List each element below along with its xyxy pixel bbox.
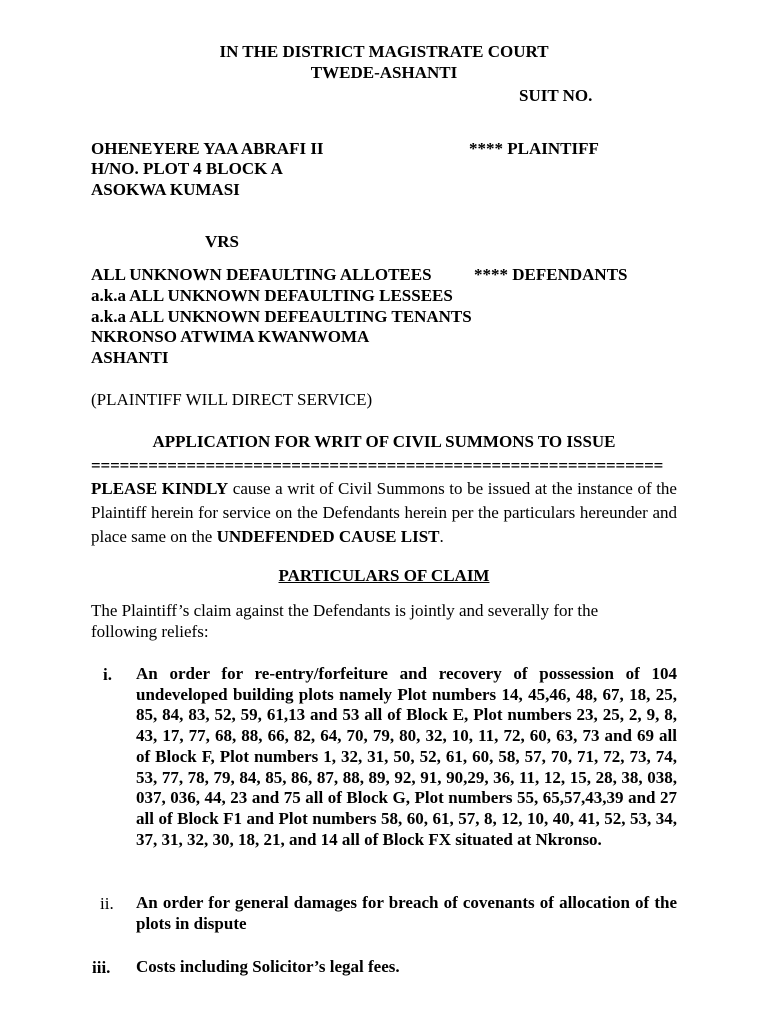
relief-number: ii. xyxy=(100,894,114,913)
defendants-line-5: ASHANTI xyxy=(91,348,169,367)
court-location: TWEDE-ASHANTI xyxy=(310,63,458,82)
separator-line: ============================================================ xyxy=(91,456,664,475)
request-emphasis: UNDEFENDED CAUSE LIST xyxy=(216,527,440,546)
claim-intro-line-1: The Plaintiff’s claim against the Defendants is jointly and severally for the xyxy=(91,601,599,620)
versus-label: VRS xyxy=(205,232,240,251)
application-title: APPLICATION FOR WRIT OF CIVIL SUMMONS TO ISSUE xyxy=(152,432,616,451)
defendants-line-3: a.k.a ALL UNKNOWN DEFEAULTING TENANTS xyxy=(91,307,472,326)
relief-text: An order for general damages for breach of covenants of allocation of the plots in dispute xyxy=(136,893,677,933)
plaintiff-name: OHENEYERE YAA ABRAFI II xyxy=(91,139,324,158)
defendants-role: **** DEFENDANTS xyxy=(474,265,628,284)
particulars-heading-text: PARTICULARS OF CLAIM xyxy=(278,566,490,585)
particulars-heading xyxy=(0,565,768,586)
suit-number-label: SUIT NO. xyxy=(519,86,593,105)
relief-text: An order for re-entry/forfeiture and recovery of possession of 104 undeveloped building plots namely Plot numbers 14, 45,46, 48, 67, 18, 25, 85, 84, 83, 52, 59, 61,13 and 53 all of Block E, Plot numbers 23, 25, 2, 9, 8, 43, 17, 77, 68, 88, 66, 82, 64, 70, 79, 80, 32, 10, 11, 72, 60, 63, 73 and 69 all of Block F, Plot numbers 1, 32, 31, 50, 52, 61, 60, 58, 57, 70, 71, 72, 73, 74, 53, 77, 78, 79, 84, 85, 86, 87, 88, 89, 92, 91, 90,29, 36, 11, 12, 15, 28, 38, 038, 037, 036, 44, 23 and 75 all of Block G, Plot numbers 55, 65,57,43,39 and 27 all of Block F1 and Plot numbers 58, 60, 61, 57, 8, 12, 10, 40, 41, 52, 53, 34, 37, 31, 32, 30, 18, 21, and 14 all of Block FX situated at Nkronso. xyxy=(136,664,677,849)
relief-number: i. xyxy=(103,665,112,684)
plaintiff-role: **** PLAINTIFF xyxy=(469,139,599,158)
defendants-line-2: a.k.a ALL UNKNOWN DEFAULTING LESSEES xyxy=(91,286,453,305)
plaintiff-address-line-2: ASOKWA KUMASI xyxy=(91,180,240,199)
request-lead: PLEASE KINDLY xyxy=(91,479,229,498)
court-name: IN THE DISTRICT MAGISTRATE COURT xyxy=(219,42,549,61)
defendants-line-4: NKRONSO ATWIMA KWANWOMA xyxy=(91,327,370,346)
relief-text: Costs including Solicitor’s legal fees. xyxy=(136,957,400,976)
service-note: (PLAINTIFF WILL DIRECT SERVICE) xyxy=(91,390,373,409)
request-body: cause a writ of Civil Summons to be issued at the instance of the Plaintiff herein for service on the Defendants herein per the particulars hereunder and place same on the xyxy=(91,479,677,546)
claim-intro-line-2: following reliefs: xyxy=(91,622,209,641)
relief-number: iii. xyxy=(92,958,111,977)
request-paragraph xyxy=(91,477,677,549)
defendants-line-1: ALL UNKNOWN DEFAULTING ALLOTEES xyxy=(91,265,432,284)
plaintiff-address-line-1: H/NO. PLOT 4 BLOCK A xyxy=(91,159,283,178)
request-end: . xyxy=(439,527,444,546)
